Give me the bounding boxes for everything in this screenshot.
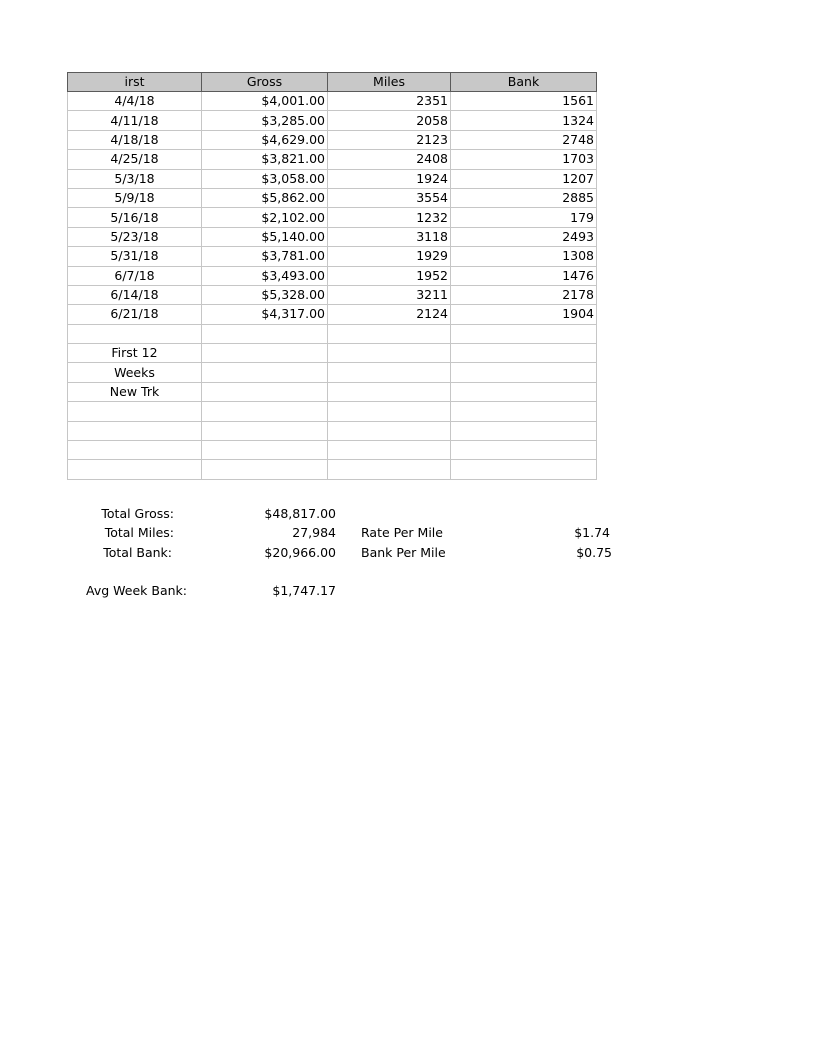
miles-cell[interactable] <box>328 382 451 401</box>
total-miles-label: Total Miles: <box>104 525 174 540</box>
miles-cell[interactable] <box>328 460 451 479</box>
gross-cell[interactable]: $5,862.00 <box>202 188 328 207</box>
miles-cell[interactable]: 1952 <box>328 266 451 285</box>
miles-cell[interactable]: 2351 <box>328 92 451 111</box>
bank-cell[interactable]: 1476 <box>451 266 597 285</box>
bank-per-mile-label: Bank Per Mile <box>361 545 446 560</box>
date-cell[interactable] <box>68 441 202 460</box>
bank-cell[interactable]: 2885 <box>451 188 597 207</box>
bank-cell[interactable] <box>451 363 597 382</box>
date-cell[interactable] <box>68 402 202 421</box>
miles-cell[interactable] <box>328 421 451 440</box>
miles-cell[interactable] <box>328 363 451 382</box>
miles-cell[interactable]: 3211 <box>328 285 451 304</box>
table-row <box>68 208 597 227</box>
table-row <box>68 305 597 324</box>
table-row <box>68 150 597 169</box>
gross-cell[interactable]: $3,821.00 <box>202 150 328 169</box>
table-row <box>68 266 597 285</box>
table-row <box>68 324 597 343</box>
date-cell[interactable]: 6/21/18 <box>68 305 202 324</box>
header-cell-bank[interactable]: Bank <box>451 73 597 92</box>
date-cell[interactable]: 5/23/18 <box>68 227 202 246</box>
header-cell-gross[interactable]: Gross <box>202 73 328 92</box>
miles-cell[interactable] <box>328 402 451 421</box>
table-row <box>68 188 597 207</box>
gross-cell[interactable]: $4,001.00 <box>202 92 328 111</box>
gross-cell[interactable]: $5,328.00 <box>202 285 328 304</box>
bank-cell[interactable]: 1561 <box>451 92 597 111</box>
table-row <box>68 227 597 246</box>
gross-cell[interactable]: $4,317.00 <box>202 305 328 324</box>
bank-cell[interactable]: 1703 <box>451 150 597 169</box>
date-cell[interactable]: 6/7/18 <box>68 266 202 285</box>
date-cell[interactable]: New Trk <box>68 382 202 401</box>
table-row <box>68 460 597 479</box>
date-cell[interactable]: 6/14/18 <box>68 285 202 304</box>
header-row <box>68 73 597 92</box>
date-cell[interactable]: 5/31/18 <box>68 247 202 266</box>
date-cell[interactable] <box>68 324 202 343</box>
date-cell[interactable] <box>68 460 202 479</box>
gross-cell[interactable]: $5,140.00 <box>202 227 328 246</box>
gross-cell[interactable] <box>202 344 328 363</box>
gross-cell[interactable]: $3,285.00 <box>202 111 328 130</box>
gross-cell[interactable]: $3,493.00 <box>202 266 328 285</box>
header-cell-date[interactable]: irst <box>68 73 202 92</box>
date-cell[interactable]: 4/25/18 <box>68 150 202 169</box>
rate-per-mile-value: $1.74 <box>574 525 610 540</box>
total-bank-label: Total Bank: <box>103 545 172 560</box>
table-row <box>68 247 597 266</box>
miles-cell[interactable] <box>328 441 451 460</box>
bank-cell[interactable] <box>451 441 597 460</box>
gross-cell[interactable] <box>202 363 328 382</box>
date-cell[interactable]: 5/3/18 <box>68 169 202 188</box>
table-row <box>68 169 597 188</box>
bank-cell[interactable] <box>451 421 597 440</box>
gross-cell[interactable] <box>202 441 328 460</box>
table-row <box>68 363 597 382</box>
bank-cell[interactable]: 2178 <box>451 285 597 304</box>
gross-cell[interactable]: $4,629.00 <box>202 130 328 149</box>
miles-cell[interactable]: 1232 <box>328 208 451 227</box>
gross-cell[interactable] <box>202 460 328 479</box>
bank-cell[interactable]: 179 <box>451 208 597 227</box>
bank-cell[interactable]: 1324 <box>451 111 597 130</box>
gross-cell[interactable] <box>202 421 328 440</box>
miles-cell[interactable]: 1924 <box>328 169 451 188</box>
date-cell[interactable]: 4/18/18 <box>68 130 202 149</box>
miles-cell[interactable] <box>328 344 451 363</box>
total-gross-value: $48,817.00 <box>264 506 336 521</box>
date-cell[interactable] <box>68 421 202 440</box>
table-row <box>68 441 597 460</box>
miles-cell[interactable]: 2124 <box>328 305 451 324</box>
date-cell[interactable]: 4/11/18 <box>68 111 202 130</box>
header-cell-miles[interactable]: Miles <box>328 73 451 92</box>
bank-cell[interactable] <box>451 460 597 479</box>
total-bank-value: $20,966.00 <box>264 545 336 560</box>
table-body <box>68 92 597 480</box>
bank-cell[interactable]: 1308 <box>451 247 597 266</box>
table-row <box>68 421 597 440</box>
bank-cell[interactable]: 1904 <box>451 305 597 324</box>
total-miles-value: 27,984 <box>292 525 336 540</box>
miles-cell[interactable]: 1929 <box>328 247 451 266</box>
bank-per-mile-value: $0.75 <box>576 545 612 560</box>
miles-cell[interactable]: 3118 <box>328 227 451 246</box>
weekly-earnings-table <box>67 72 597 480</box>
bank-cell[interactable]: 1207 <box>451 169 597 188</box>
avg-week-bank-label: Avg Week Bank: <box>86 583 187 598</box>
table-row <box>68 130 597 149</box>
gross-cell[interactable]: $3,781.00 <box>202 247 328 266</box>
date-cell[interactable]: 4/4/18 <box>68 92 202 111</box>
miles-cell[interactable]: 2123 <box>328 130 451 149</box>
bank-cell[interactable] <box>451 402 597 421</box>
miles-cell[interactable] <box>328 324 451 343</box>
table-row <box>68 111 597 130</box>
date-cell[interactable]: 5/16/18 <box>68 208 202 227</box>
miles-cell[interactable]: 2408 <box>328 150 451 169</box>
total-gross-label: Total Gross: <box>101 506 174 521</box>
bank-cell[interactable] <box>451 382 597 401</box>
bank-cell[interactable]: 2748 <box>451 130 597 149</box>
bank-cell[interactable] <box>451 324 597 343</box>
gross-cell[interactable]: $3,058.00 <box>202 169 328 188</box>
date-cell[interactable]: Weeks <box>68 363 202 382</box>
gross-cell[interactable]: $2,102.00 <box>202 208 328 227</box>
date-cell[interactable]: First 12 <box>68 344 202 363</box>
table-row <box>68 402 597 421</box>
date-cell[interactable]: 5/9/18 <box>68 188 202 207</box>
table-row <box>68 285 597 304</box>
bank-cell[interactable] <box>451 344 597 363</box>
table-row <box>68 92 597 111</box>
gross-cell[interactable] <box>202 324 328 343</box>
table-row <box>68 382 597 401</box>
avg-week-bank-value: $1,747.17 <box>272 583 336 598</box>
miles-cell[interactable]: 2058 <box>328 111 451 130</box>
bank-cell[interactable]: 2493 <box>451 227 597 246</box>
table-row <box>68 344 597 363</box>
rate-per-mile-label: Rate Per Mile <box>361 525 443 540</box>
gross-cell[interactable] <box>202 382 328 401</box>
miles-cell[interactable]: 3554 <box>328 188 451 207</box>
gross-cell[interactable] <box>202 402 328 421</box>
